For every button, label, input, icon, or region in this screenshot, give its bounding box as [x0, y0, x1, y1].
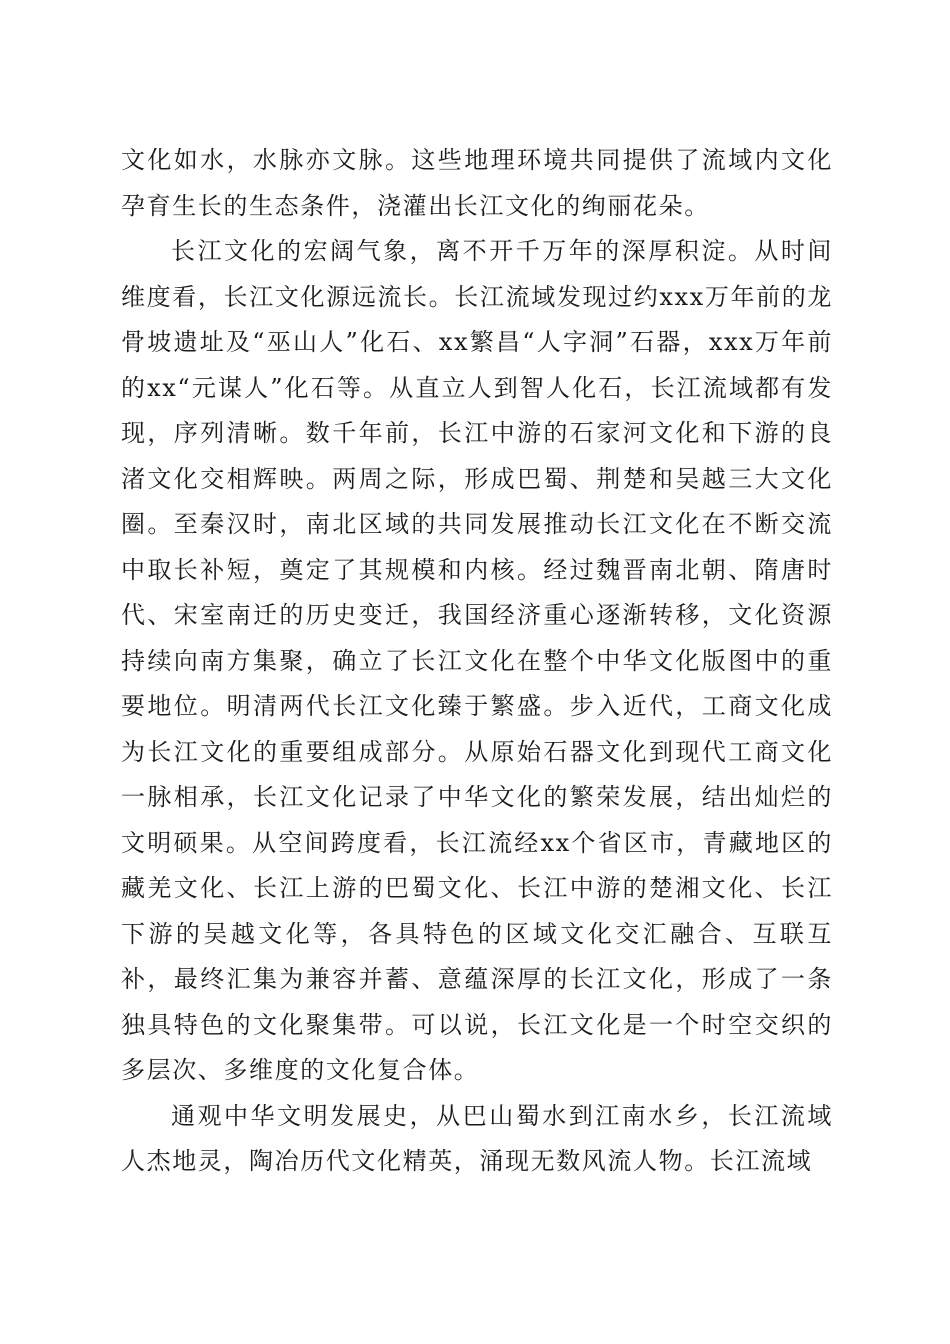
- paragraph-3: 通观中华文明发展史，从巴山蜀水到江南水乡，长江流域人杰地灵，陶冶历代文化精英，涌现无数风流人物。长江流域: [121, 1101, 833, 1175]
- document-body: [121, 138, 833, 1185]
- paragraph-2: 长江文化的宏阔气象，离不开千万年的深厚积淀。从时间维度看，长江文化源远流长。长江流域发现过约xxx万年前的龙骨坡遗址及“巫山人”化石、xx繁昌“人字洞”石器，xxx万年前的xx“元谋人”化石等。从直立人到智人化石，长江流域都有发现，序列清晰。数千年前，长江中游的石家河文化和下游的良渚文化交相辉映。两周之际，形成巴蜀、荆楚和吴越三大文化圈。至秦汉时，南北区域的共同发展推动长江文化在不断交流中取长补短，奠定了其规模和内核。经过魏晋南北朝、隋唐时代、宋室南迁的历史变迁，我国经济重心逐渐转移，文化资源持续向南方集聚，确立了长江文化在整个中华文化版图中的重要地位。明清两代长江文化臻于繁盛。步入近代，工商文化成为长江文化的重要组成部分。从原始石器文化到现代工商文化一脉相承，长江文化记录了中华文化的繁荣发展，结出灿烂的文明硕果。从空间跨度看，长江流经xx个省区市，青藏地区的藏羌文化、长江上游的巴蜀文化、长江中游的楚湘文化、长江下游的吴越文化等，各具特色的区域文化交汇融合、互联互补，最终汇集为兼容并蓄、意蕴深厚的长江文化，形成了一条独具特色的文化聚集带。可以说，长江文化是一个时空交织的多层次、多维度的文化复合体。: [121, 237, 833, 1084]
- paragraph-1: 文化如水，水脉亦文脉。这些地理环境共同提供了流域内文化孕育生长的生态条件，浇灌出长江文化的绚丽花朵。: [121, 146, 833, 220]
